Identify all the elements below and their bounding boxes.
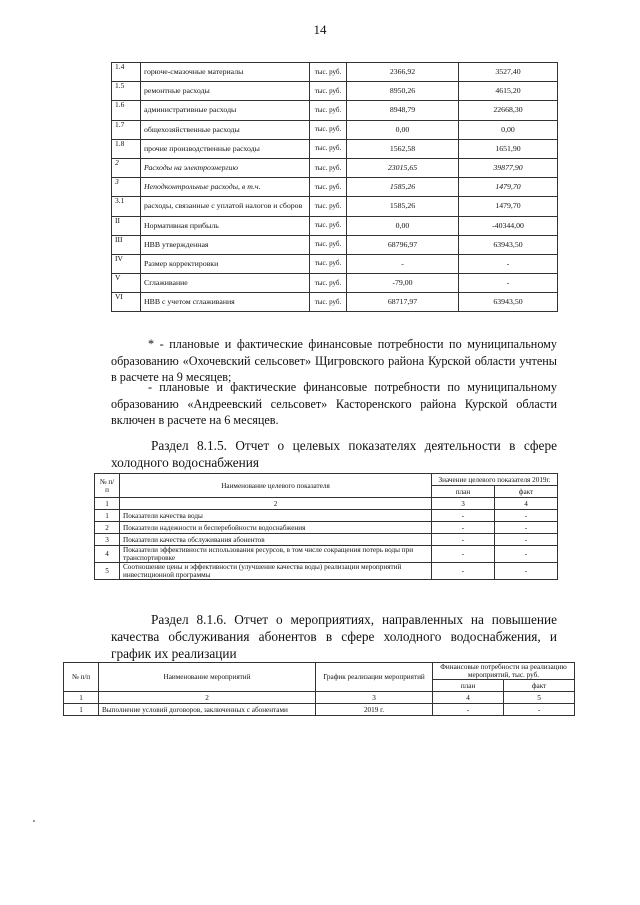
- col-header-plan: план: [433, 680, 504, 692]
- table-row: [95, 534, 558, 546]
- colnum-4: 4: [495, 498, 558, 510]
- row-fact: -: [495, 510, 558, 522]
- scan-speck: [33, 820, 35, 822]
- row-name: административные расходы: [141, 101, 310, 120]
- row-unit: тыс. руб.: [310, 178, 347, 197]
- measures-table: [63, 662, 575, 716]
- table-row: [112, 235, 558, 254]
- table-row: [112, 63, 558, 82]
- row-number: 1.4: [112, 63, 141, 82]
- row-unit: тыс. руб.: [310, 63, 347, 82]
- row-value-fact: -40344,00: [459, 216, 558, 235]
- row-name: Неподконтрольные расходы, в т.ч.: [141, 178, 310, 197]
- table-row: [112, 178, 558, 197]
- row-unit: тыс. руб.: [310, 254, 347, 273]
- colnum-4: 4: [433, 692, 504, 704]
- row-unit: тыс. руб.: [310, 274, 347, 293]
- row-name: ремонтные расходы: [141, 82, 310, 101]
- footnote-okhochevsky: * - плановые и фактические финансовые потребности по муниципальному образованию «Охочевский сельсовет» Щигровского района Курской области учтены в расчете на 9 месяцев;: [111, 337, 557, 384]
- col-header-schedule: График реализации мероприятий: [316, 663, 433, 692]
- table-row: [112, 82, 558, 101]
- row-name: Соотношение цены и эффективности (улучшение качества воды) реализации мероприятий инвестиционной программы: [120, 563, 432, 580]
- col-header-plan: план: [432, 486, 495, 498]
- row-unit: тыс. руб.: [310, 139, 347, 158]
- expenses-table: [111, 62, 558, 312]
- row-unit: тыс. руб.: [310, 293, 347, 312]
- row-plan: -: [432, 534, 495, 546]
- row-plan: -: [432, 522, 495, 534]
- row-name: Расходы на электроэнергию: [141, 158, 310, 177]
- table-row: [95, 563, 558, 580]
- row-value-plan: -: [347, 254, 459, 273]
- row-name: Показатели надежности и бесперебойности водоснабжения: [120, 522, 432, 534]
- row-number: 1.8: [112, 139, 141, 158]
- row-value-fact: 0,00: [459, 120, 558, 139]
- row-name: Показатели эффективности использования ресурсов, в том числе сокращения потерь воды при транспортировке: [120, 546, 432, 563]
- page-number: 14: [313, 22, 327, 37]
- col-header-fact: факт: [495, 486, 558, 498]
- row-name: НВВ утвержденная: [141, 235, 310, 254]
- row-value-plan: 68717,97: [347, 293, 459, 312]
- table-row: [95, 510, 558, 522]
- row-unit: тыс. руб.: [310, 235, 347, 254]
- row-name: НВВ с учетом сглаживания: [141, 293, 310, 312]
- row-number: 3: [112, 178, 141, 197]
- row-fact: -: [495, 534, 558, 546]
- row-value-plan: 2366,92: [347, 63, 459, 82]
- row-value-fact: 1651,90: [459, 139, 558, 158]
- row-number: 1.5: [112, 82, 141, 101]
- table-row: [112, 254, 558, 273]
- table-row: [112, 120, 558, 139]
- table-header-row: [95, 474, 558, 486]
- row-name: Размер корректировки: [141, 254, 310, 273]
- colnum-2: 2: [99, 692, 316, 704]
- row-value-fact: 22668,30: [459, 101, 558, 120]
- row-unit: тыс. руб.: [310, 82, 347, 101]
- row-value-fact: -: [459, 254, 558, 273]
- row-number: IV: [112, 254, 141, 273]
- row-name: горюче-смазочные материалы: [141, 63, 310, 82]
- row-number: V: [112, 274, 141, 293]
- row-number: 3: [95, 534, 120, 546]
- row-number: 3.1: [112, 197, 141, 216]
- row-name: Показатели качества воды: [120, 510, 432, 522]
- column-number-row: [64, 692, 575, 704]
- row-number: 1.7: [112, 120, 141, 139]
- row-number: 1: [95, 510, 120, 522]
- section-8-1-6-heading: Раздел 8.1.6. Отчет о мероприятиях, направленных на повышение качества обслуживания абонентов в сфере холодного водоснабжения, и график их реализации: [111, 612, 557, 661]
- row-fact: -: [495, 563, 558, 580]
- col-header-value: Значение целевого показателя 2019г.: [432, 474, 558, 486]
- table-header-row: [64, 663, 575, 680]
- colnum-3: 3: [432, 498, 495, 510]
- row-number: III: [112, 235, 141, 254]
- colnum-1: 1: [64, 692, 99, 704]
- row-number: 1.6: [112, 101, 141, 120]
- colnum-3: 3: [316, 692, 433, 704]
- row-plan: -: [432, 510, 495, 522]
- table-row: [112, 101, 558, 120]
- colnum-5: 5: [504, 692, 575, 704]
- col-header-name: Наименование целевого показателя: [120, 474, 432, 498]
- table-row: [112, 216, 558, 235]
- row-value-fact: 1479,70: [459, 197, 558, 216]
- target-indicators-table: [94, 473, 558, 580]
- row-value-plan: -79,00: [347, 274, 459, 293]
- col-header-finance: Финансовые потребности на реализацию мероприятий, тыс. руб.: [433, 663, 575, 680]
- row-unit: тыс. руб.: [310, 197, 347, 216]
- row-name: общехозяйственные расходы: [141, 120, 310, 139]
- row-fact: -: [504, 704, 575, 716]
- row-number: 2: [112, 158, 141, 177]
- row-unit: тыс. руб.: [310, 120, 347, 139]
- section-8-1-5-heading: Раздел 8.1.5. Отчет о целевых показателях деятельности в сфере холодного водоснабжения: [111, 438, 557, 470]
- colnum-1: 1: [95, 498, 120, 510]
- table-row: [112, 158, 558, 177]
- row-value-plan: 23015,65: [347, 158, 459, 177]
- row-unit: тыс. руб.: [310, 101, 347, 120]
- row-value-plan: 68796,97: [347, 235, 459, 254]
- row-number: 2: [95, 522, 120, 534]
- row-value-fact: 39877,90: [459, 158, 558, 177]
- row-value-plan: 0,00: [347, 120, 459, 139]
- row-value-fact: -: [459, 274, 558, 293]
- row-value-plan: 8948,79: [347, 101, 459, 120]
- table-row: [95, 522, 558, 534]
- row-plan: -: [433, 704, 504, 716]
- column-number-row: [95, 498, 558, 510]
- table-row: [112, 139, 558, 158]
- row-value-fact: 3527,40: [459, 63, 558, 82]
- col-header-num: № п/п: [95, 474, 120, 498]
- row-value-plan: 0,00: [347, 216, 459, 235]
- row-value-plan: 1585,26: [347, 197, 459, 216]
- row-plan: -: [432, 546, 495, 563]
- table-row: [112, 274, 558, 293]
- row-schedule: 2019 г.: [316, 704, 433, 716]
- colnum-2: 2: [120, 498, 432, 510]
- row-unit: тыс. руб.: [310, 216, 347, 235]
- row-value-plan: 8950,26: [347, 82, 459, 101]
- row-name: расходы, связанные с уплатой налогов и сборов: [141, 197, 310, 216]
- row-value-fact: 1479,70: [459, 178, 558, 197]
- row-number: 5: [95, 563, 120, 580]
- row-number: 4: [95, 546, 120, 563]
- footnote-andreevsky: - плановые и фактические финансовые потребности по муниципальному образованию «Андреевский сельсовет» Касторенского района Курской области включен в расчете на 6 месяцев.: [111, 380, 557, 427]
- col-header-num: № п/п: [64, 663, 99, 692]
- row-number: VI: [112, 293, 141, 312]
- row-value-fact: 63943,50: [459, 293, 558, 312]
- row-fact: -: [495, 522, 558, 534]
- col-header-name: Наименование мероприятий: [99, 663, 316, 692]
- row-name: Показатели качества обслуживания абонентов: [120, 534, 432, 546]
- row-name: прочие производственные расходы: [141, 139, 310, 158]
- row-unit: тыс. руб.: [310, 158, 347, 177]
- table-row: [112, 293, 558, 312]
- row-name: Сглаживание: [141, 274, 310, 293]
- row-value-plan: 1562,58: [347, 139, 459, 158]
- row-value-plan: 1585,26: [347, 178, 459, 197]
- col-header-fact: факт: [504, 680, 575, 692]
- row-plan: -: [432, 563, 495, 580]
- row-value-fact: 63943,50: [459, 235, 558, 254]
- table-row: [95, 546, 558, 563]
- row-value-fact: 4615,20: [459, 82, 558, 101]
- row-number: 1: [64, 704, 99, 716]
- row-fact: -: [495, 546, 558, 563]
- row-name: Выполнение условий договоров, заключенных с абонентами: [99, 704, 316, 716]
- table-row: [64, 704, 575, 716]
- row-number: II: [112, 216, 141, 235]
- table-row: [112, 197, 558, 216]
- row-name: Нормативная прибыль: [141, 216, 310, 235]
